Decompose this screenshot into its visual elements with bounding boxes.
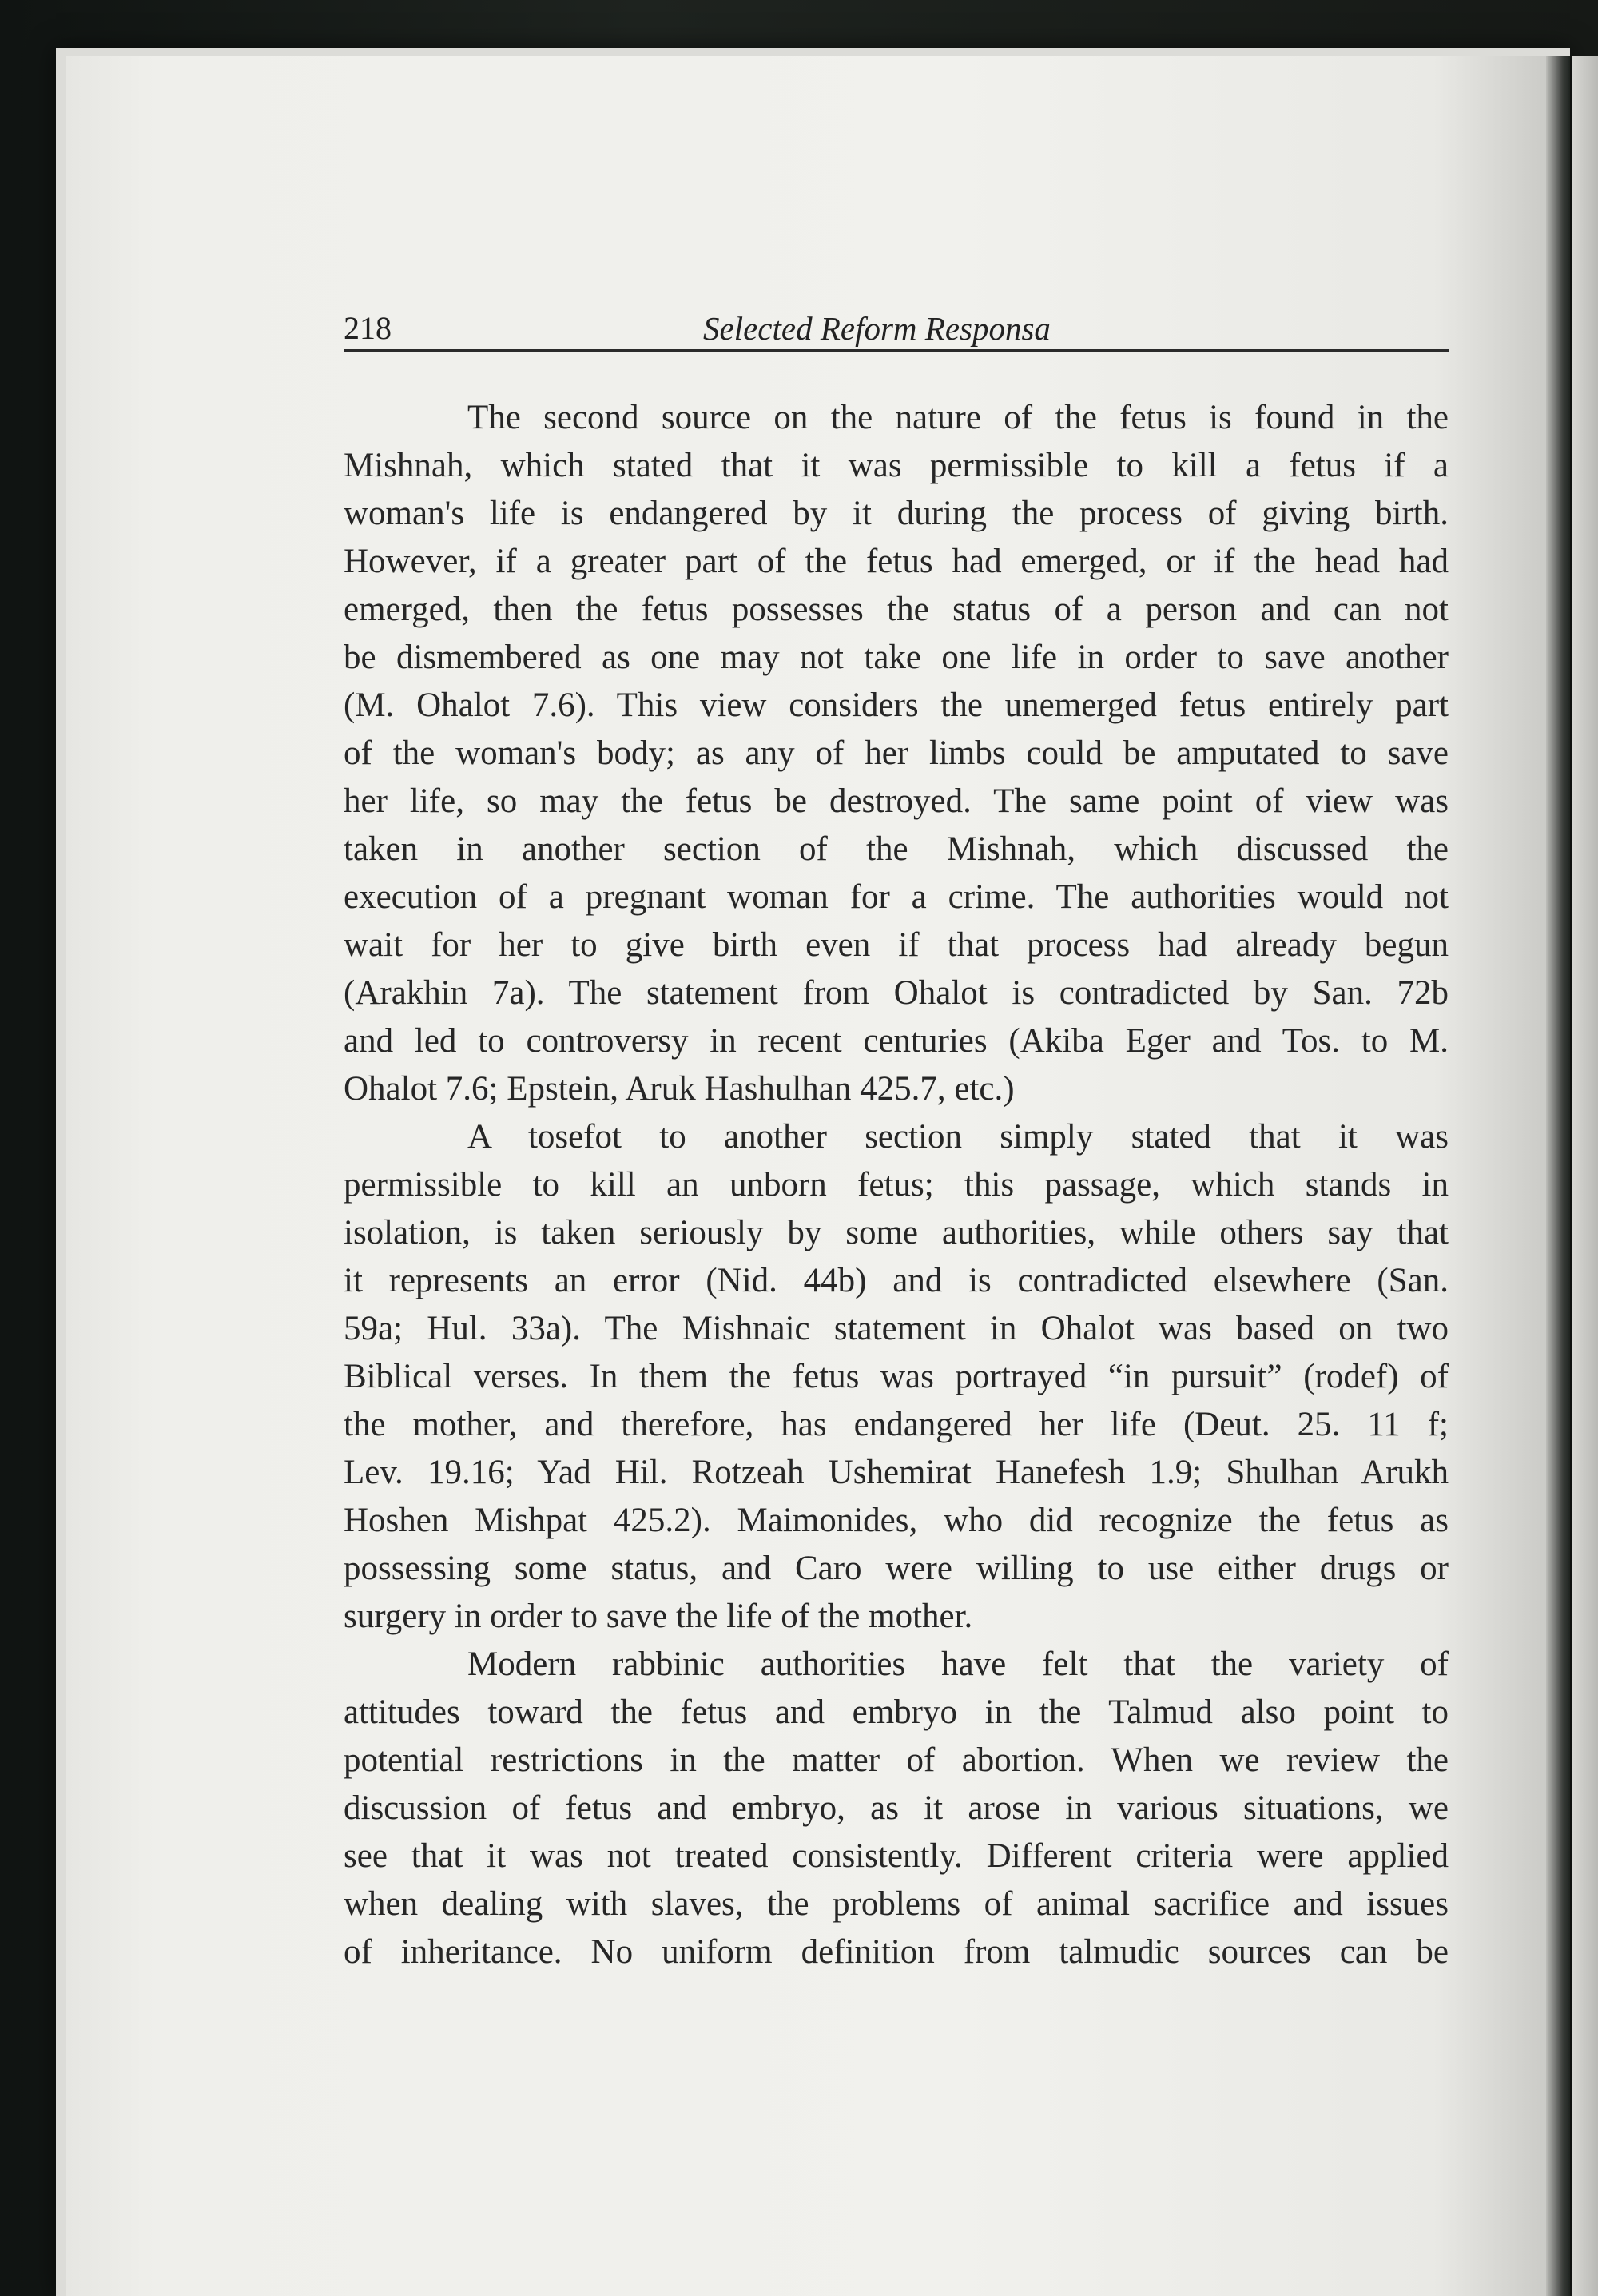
text-line: of the woman's body; as any of her limbs could be amputated to save	[344, 734, 1449, 772]
text-line: isolation, is taken seriously by some authorities, while others say that	[344, 1214, 1449, 1251]
book-gutter	[1546, 56, 1570, 2296]
text-line: emerged, then the fetus possesses the status of a person and can not	[344, 591, 1449, 628]
text-line: see that it was not treated consistently. Different criteria were applied	[344, 1837, 1449, 1875]
text-line: (M. Ohalot 7.6). This view considers the unemerged fetus entirely part	[344, 686, 1449, 724]
text-line: her life, so may the fetus be destroyed. The same point of view was	[344, 782, 1449, 820]
facing-page-edge	[1572, 56, 1598, 2296]
text-line: Mishnah, which stated that it was permissible to kill a fetus if a	[344, 447, 1449, 484]
text-line: surgery in order to save the life of the mother.	[344, 1598, 973, 1635]
page-header	[344, 308, 1449, 352]
text-line: permissible to kill an unborn fetus; this passage, which stands in	[344, 1166, 1449, 1204]
running-head: Selected Reform Responsa	[703, 310, 1051, 347]
page-number: 218	[344, 310, 392, 346]
text-line: it represents an error (Nid. 44b) and is contradicted elsewhere (San.	[344, 1262, 1449, 1299]
text-line: be dismembered as one may not take one life in order to save another	[344, 639, 1449, 676]
text-line: 59a; Hul. 33a). The Mishnaic statement in Ohalot was based on two	[344, 1310, 1449, 1347]
text-line: (Arakhin 7a). The statement from Ohalot is contradicted by San. 72b	[344, 974, 1449, 1012]
text-line: taken in another section of the Mishnah, which discussed the	[344, 830, 1449, 868]
text-line: Lev. 19.16; Yad Hil. Rotzeah Ushemirat Hanefesh 1.9; Shulhan Arukh	[344, 1454, 1449, 1491]
text-line: discussion of fetus and embryo, as it arose in various situations, we	[344, 1789, 1449, 1827]
text-line: The second source on the nature of the fetus is found in the	[467, 399, 1449, 436]
text-line: attitudes toward the fetus and embryo in the Talmud also point to	[344, 1693, 1449, 1731]
body-text	[344, 394, 1449, 1976]
text-line: wait for her to give birth even if that process had already begun	[344, 926, 1449, 964]
text-line: However, if a greater part of the fetus had emerged, or if the head had	[344, 543, 1449, 580]
text-line: and led to controversy in recent centuries (Akiba Eger and Tos. to M.	[344, 1022, 1449, 1060]
text-line: of inheritance. No uniform definition from talmudic sources can be	[344, 1933, 1449, 1971]
text-line: Modern rabbinic authorities have felt that the variety of	[467, 1645, 1449, 1683]
text-line: execution of a pregnant woman for a crime. The authorities would not	[344, 878, 1449, 916]
text-line: woman's life is endangered by it during the process of giving birth.	[344, 495, 1449, 532]
text-line: potential restrictions in the matter of abortion. When we review the	[344, 1741, 1449, 1779]
text-line: when dealing with slaves, the problems of animal sacrifice and issues	[344, 1885, 1449, 1923]
text-line: A tosefot to another section simply stated that it was	[467, 1118, 1449, 1156]
text-line: possessing some status, and Caro were willing to use either drugs or	[344, 1550, 1449, 1587]
text-line: Hoshen Mishpat 425.2). Maimonides, who did recognize the fetus as	[344, 1502, 1449, 1539]
text-line: Ohalot 7.6; Epstein, Aruk Hashulhan 425.7, etc.)	[344, 1070, 1015, 1108]
text-line: Biblical verses. In them the fetus was portrayed “in pursuit” (rodef) of	[344, 1358, 1449, 1395]
text-line: the mother, and therefore, has endangered her life (Deut. 25. 11 f;	[344, 1406, 1449, 1443]
